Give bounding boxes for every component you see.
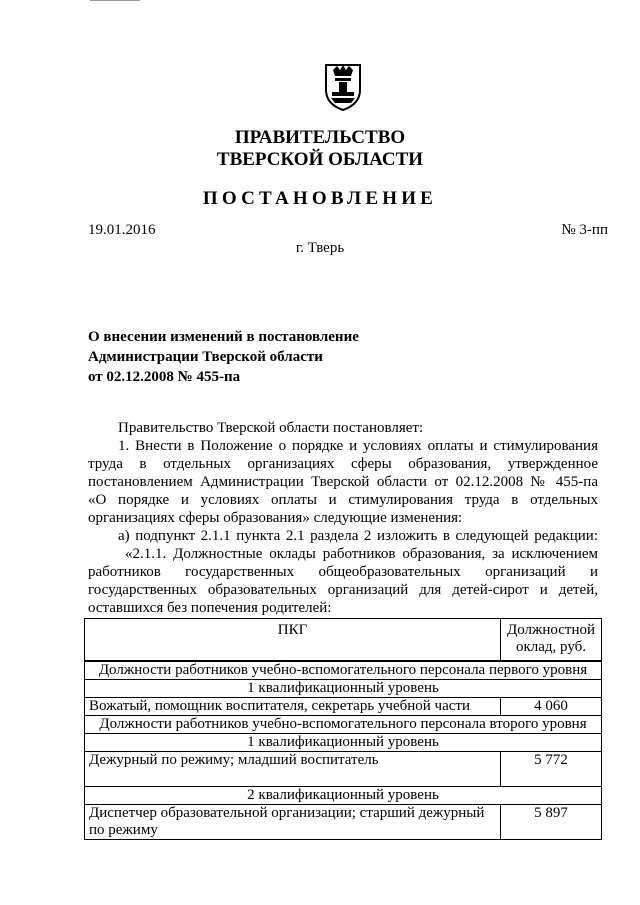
subject-line: О внесении изменений в постановление: [88, 329, 359, 345]
table-header-row: [85, 619, 602, 662]
header-salary: Должностной оклад, руб.: [501, 619, 602, 662]
salary-cell: 4 060: [501, 698, 602, 716]
salary-cell: 5 897: [501, 805, 602, 840]
document-subject: [88, 327, 359, 387]
level-title: 1 квалификационный уровень: [85, 734, 602, 752]
table-row: [85, 752, 602, 787]
scan-artifact-line: [90, 0, 140, 1]
salary-cell: 5 772: [501, 752, 602, 787]
quote-line: государственных образовательных организаций для детей-сирот и детей,: [88, 582, 598, 598]
paragraph-line: 1. Внести в Положение о порядке и условиях оплаты и стимулирования: [118, 438, 598, 454]
position-cell: Диспетчер образовательной организации; старший дежурный по режиму: [85, 805, 501, 840]
paragraph-line: постановлением Администрации Тверской области от 02.12.2008 № 455-па: [88, 474, 598, 490]
coat-of-arms-icon: [323, 62, 363, 112]
table-group-row: [85, 716, 602, 734]
table-group-row: [85, 661, 602, 680]
subject-line: от 02.12.2008 № 455-па: [88, 369, 241, 385]
quote-line: работников государственных общеобразовательных организаций и: [88, 564, 598, 580]
paragraph-line: организациях сферы образования» следующие изменения:: [88, 510, 463, 526]
salary-table: [84, 618, 602, 840]
level-title: 1 квалификационный уровень: [85, 680, 602, 698]
org-name-line2: ТВЕРСКОЙ ОБЛАСТИ: [216, 149, 424, 170]
group-title: Должности работников учебно-вспомогательного персонала второго уровня: [85, 716, 602, 734]
position-cell: Вожатый, помощник воспитателя, секретарь учебной части: [85, 698, 501, 716]
document-date: 19.01.2016: [88, 222, 156, 238]
group-title: Должности работников учебно-вспомогательного персонала первого уровня: [85, 661, 602, 680]
table-row: [85, 698, 602, 716]
subject-line: Администрации Тверской области: [88, 349, 323, 365]
quote-line: «2.1.1. Должностные оклады работников образования, за исключением: [125, 546, 598, 562]
table-row: [85, 805, 602, 840]
document-body: [88, 419, 598, 617]
paragraph-line: труда в отдельных организациях сферы образования, утвержденное: [88, 456, 598, 472]
level-title: 2 квалификационный уровень: [85, 787, 602, 805]
table-level-row: [85, 734, 602, 752]
header-pkg: ПКГ: [85, 619, 501, 662]
org-name-line1: ПРАВИТЕЛЬСТВО: [234, 127, 406, 148]
position-cell: Дежурный по режиму; младший воспитатель: [85, 752, 501, 787]
table-level-row: [85, 680, 602, 698]
subparagraph-line: а) подпункт 2.1.1 пункта 2.1 раздела 2 изложить в следующей редакции:: [118, 528, 598, 544]
paragraph-line: «О порядке и условиях оплаты и стимулирования труда в отдельных: [88, 492, 598, 508]
document-city: г. Тверь: [295, 240, 345, 256]
intro-line: Правительство Тверской области постановляет:: [118, 420, 424, 436]
document-number: № 3-пп: [561, 222, 608, 238]
quote-line: оставшихся без попечения родителей:: [88, 600, 332, 616]
document-type: ПОСТАНОВЛЕНИЕ: [202, 188, 438, 209]
table-level-row: [85, 787, 602, 805]
